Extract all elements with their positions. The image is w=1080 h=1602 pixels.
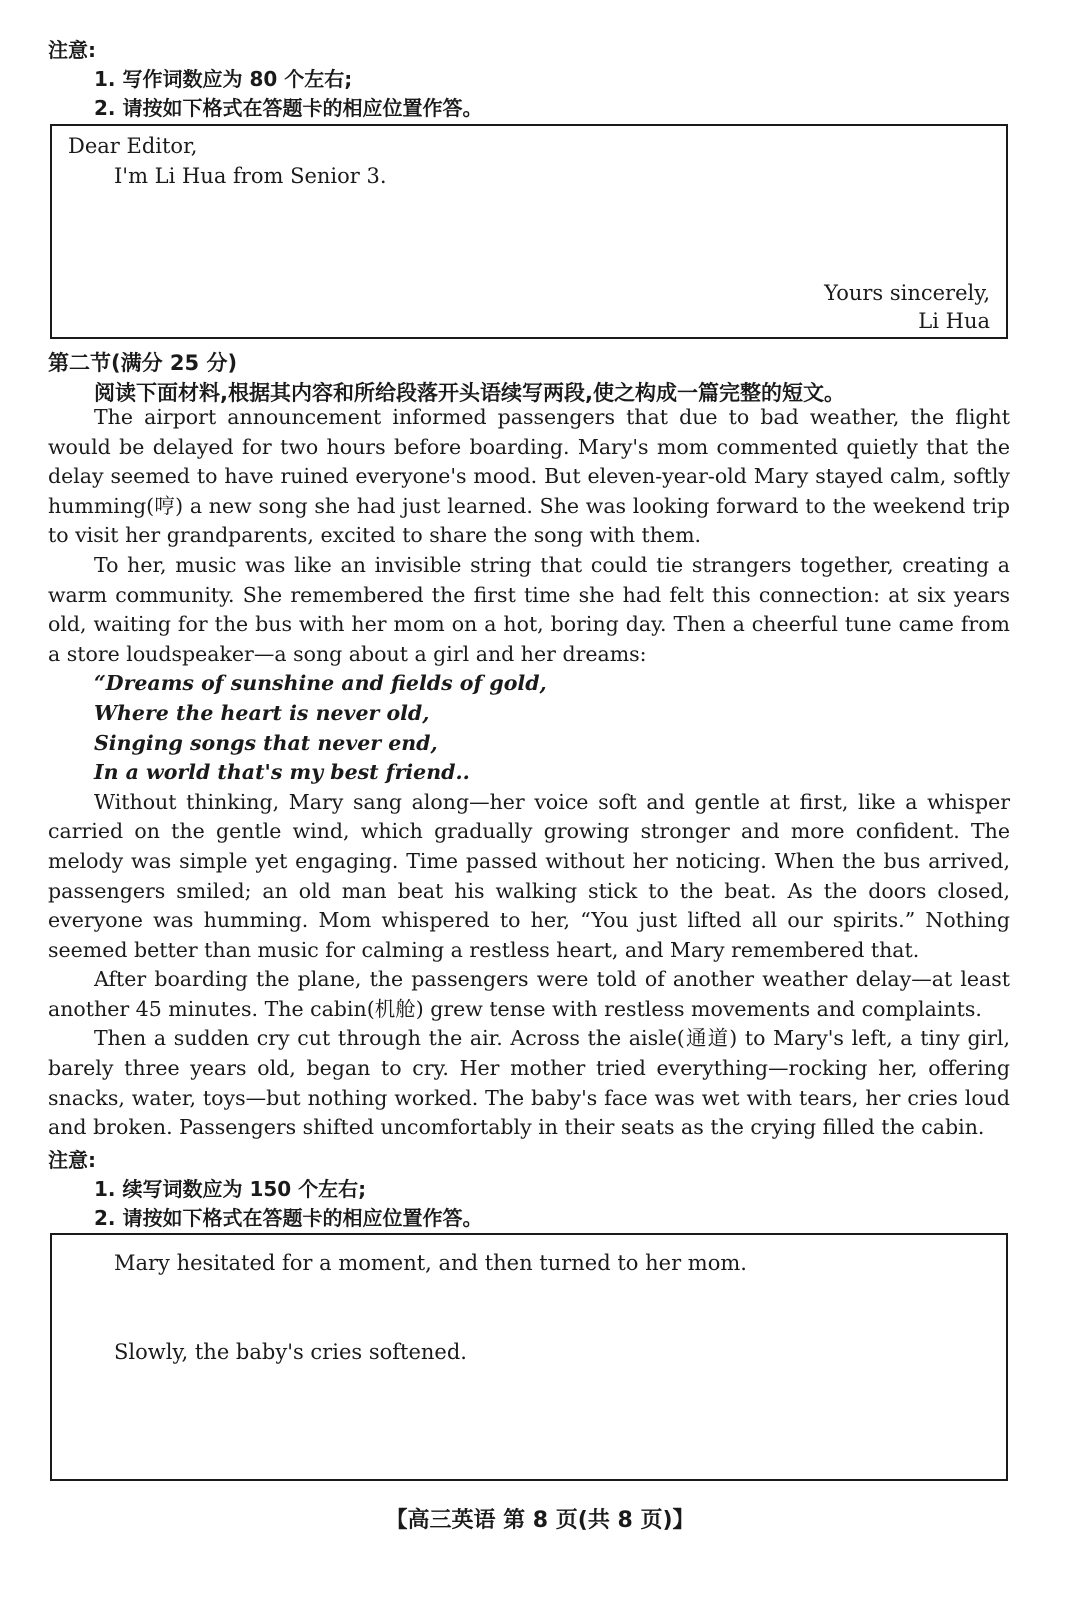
poem-line-4: In a world that's my best friend.. xyxy=(94,760,470,785)
continuation-note-heading: 注意: xyxy=(48,1148,96,1172)
passage-paragraph-4: After boarding the plane, the passengers were told of another weather delay—at least another 45 minutes. The cabin(机舱) grew tense with restless movements and complaints. xyxy=(48,967,1010,1021)
letter-salutation: Dear Editor, xyxy=(68,134,198,158)
writing-note-item-2: 2. 请按如下格式在答题卡的相应位置作答。 xyxy=(94,96,483,120)
passage-paragraph-3: Without thinking, Mary sang along—her voice soft and gentle at first, like a whisper carried on the gentle wind, which gradually growing stronger and more confident. The melody was simple yet engaging. Time passed without her noticing. When the bus arrived, passengers smiled; an old man beat his walking stick to the beat. As the doors closed, everyone was humming. Mom whispered to her, “You just lifted all our spirits.” Nothing seemed better than music for calming a restless heart, and Mary remembered that. xyxy=(48,789,1010,962)
section-instruction: 阅读下面材料,根据其内容和所给段落开头语续写两段,使之构成一篇完整的短文。 xyxy=(94,381,845,405)
letter-signature: Li Hua xyxy=(918,309,990,333)
continuation-answer-box xyxy=(50,1233,1008,1481)
poem-line-1: “Dreams of sunshine and fields of gold, xyxy=(94,671,547,696)
continuation-note-item-1: 1. 续写词数应为 150 个左右; xyxy=(94,1177,367,1201)
reading-passage xyxy=(48,403,1010,1143)
letter-opening: I'm Li Hua from Senior 3. xyxy=(114,164,387,188)
passage-paragraph-2: To her, music was like an invisible string that could tie strangers together, creating a warm community. She remembered the first time she had felt this connection: at six years old, waiting for the bus with her mom on a hot, boring day. Then a cheerful tune came from a store loudspeaker—a song about a girl and her dreams: xyxy=(48,552,1010,666)
section-title: 第二节(满分 25 分) xyxy=(48,351,238,375)
page-footer: 【高三英语 第 8 页(共 8 页)】 xyxy=(385,1508,695,1533)
letter-closing: Yours sincerely, xyxy=(824,281,990,305)
passage-paragraph-5: Then a sudden cry cut through the air. Across the aisle(通道) to Mary's left, a tiny girl, barely three years old, began to cry. Her mother tried everything—rocking her, offering snacks, water, toys—but nothing worked. The baby's face was wet with tears, her cries loud and broken. Passengers shifted uncomfortably in their seats as the crying filled the cabin. xyxy=(48,1026,1010,1140)
continuation-note-item-2: 2. 请按如下格式在答题卡的相应位置作答。 xyxy=(94,1206,483,1230)
letter-answer-box xyxy=(50,124,1008,339)
continuation-paragraph-2-start: Slowly, the baby's cries softened. xyxy=(114,1340,467,1364)
writing-note-heading: 注意: xyxy=(48,38,96,62)
poem-line-2: Where the heart is never old, xyxy=(94,700,430,725)
passage-paragraph-1: The airport announcement informed passengers that due to bad weather, the flight would be delayed for two hours before boarding. Mary's mom commented quietly that the delay seemed to have ruined everyone's mood. But eleven-year-old Mary stayed calm, softly humming(哼) a new song she had just learned. She was looking forward to the weekend trip to visit her grandparents, excited to share the song with them. xyxy=(48,405,1010,548)
continuation-paragraph-1-start: Mary hesitated for a moment, and then turned to her mom. xyxy=(114,1251,747,1275)
writing-note-item-1: 1. 写作词数应为 80 个左右; xyxy=(94,67,353,91)
poem-line-3: Singing songs that never end, xyxy=(94,730,438,755)
